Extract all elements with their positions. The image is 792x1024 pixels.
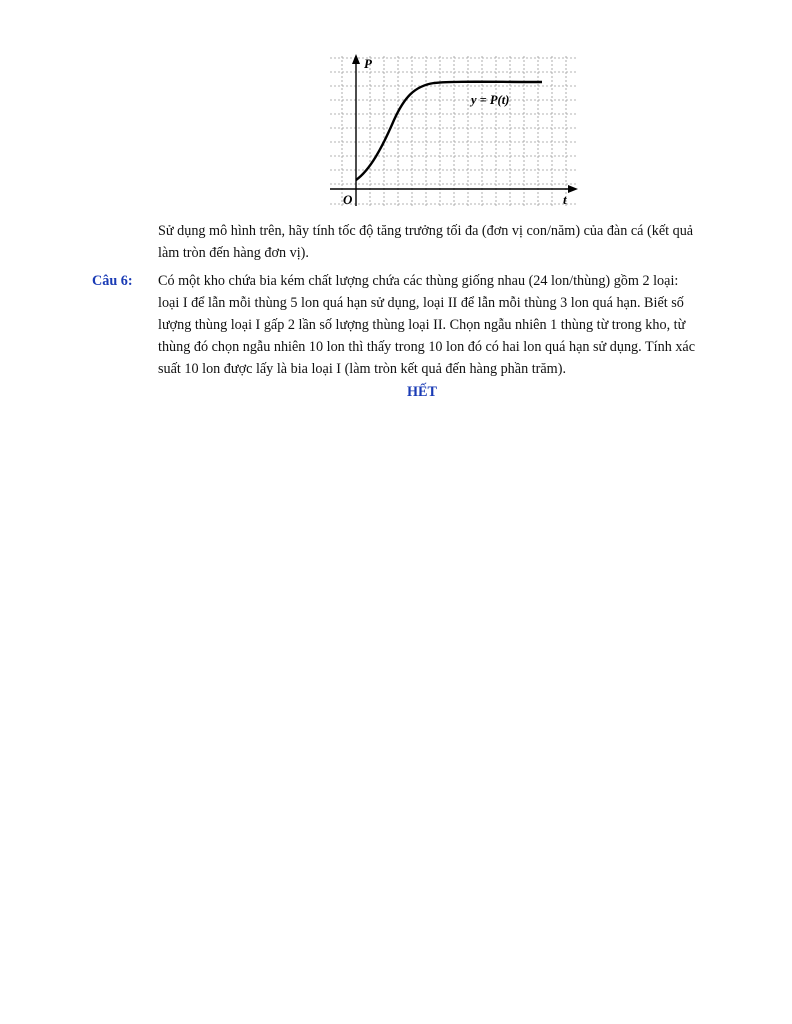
- curve-label: y = P(t): [471, 93, 510, 107]
- question-label: Câu 6:: [92, 273, 133, 289]
- grid: [330, 56, 578, 206]
- question-line: Có một kho chứa bia kém chất lượng chứa các thùng giống nhau (24 lon/thùng) gồm 2 loại:: [158, 273, 679, 289]
- graph-svg: [330, 52, 580, 210]
- x-axis-arrow: [568, 185, 578, 193]
- y-axis-arrow: [352, 54, 360, 64]
- logistic-graph: [330, 52, 580, 210]
- x-axis-label: t: [563, 192, 567, 207]
- intro-line: làm tròn đến hàng đơn vị).: [158, 245, 309, 261]
- question-line: loại I để lẫn mỗi thùng 5 lon quá hạn sử dụng, loại II để lẫn mỗi thùng 3 lon quá hạn. Biết số: [158, 295, 684, 311]
- y-axis-label: P: [364, 56, 372, 71]
- intro-line: Sử dụng mô hình trên, hãy tính tốc độ tăng trưởng tối đa (đơn vị con/năm) của đàn cá (kết quả: [158, 223, 694, 239]
- intro-paragraph: [158, 220, 758, 264]
- end-marker: HẾT: [407, 384, 437, 400]
- origin-label: O: [343, 192, 353, 207]
- question-line: thùng đó chọn ngẫu nhiên 10 lon thì thấy trong 10 lon đó có hai lon quá hạn sử dụng. Tính xác: [158, 339, 696, 355]
- question-line: lượng thùng loại I gấp 2 lần số lượng thùng loại II. Chọn ngẫu nhiên 1 thùng từ trong kho, từ: [158, 317, 686, 333]
- question-text: [158, 270, 758, 380]
- question-line: suất 10 lon được lấy là bia loại I (làm tròn kết quả đến hàng phần trăm).: [158, 361, 566, 377]
